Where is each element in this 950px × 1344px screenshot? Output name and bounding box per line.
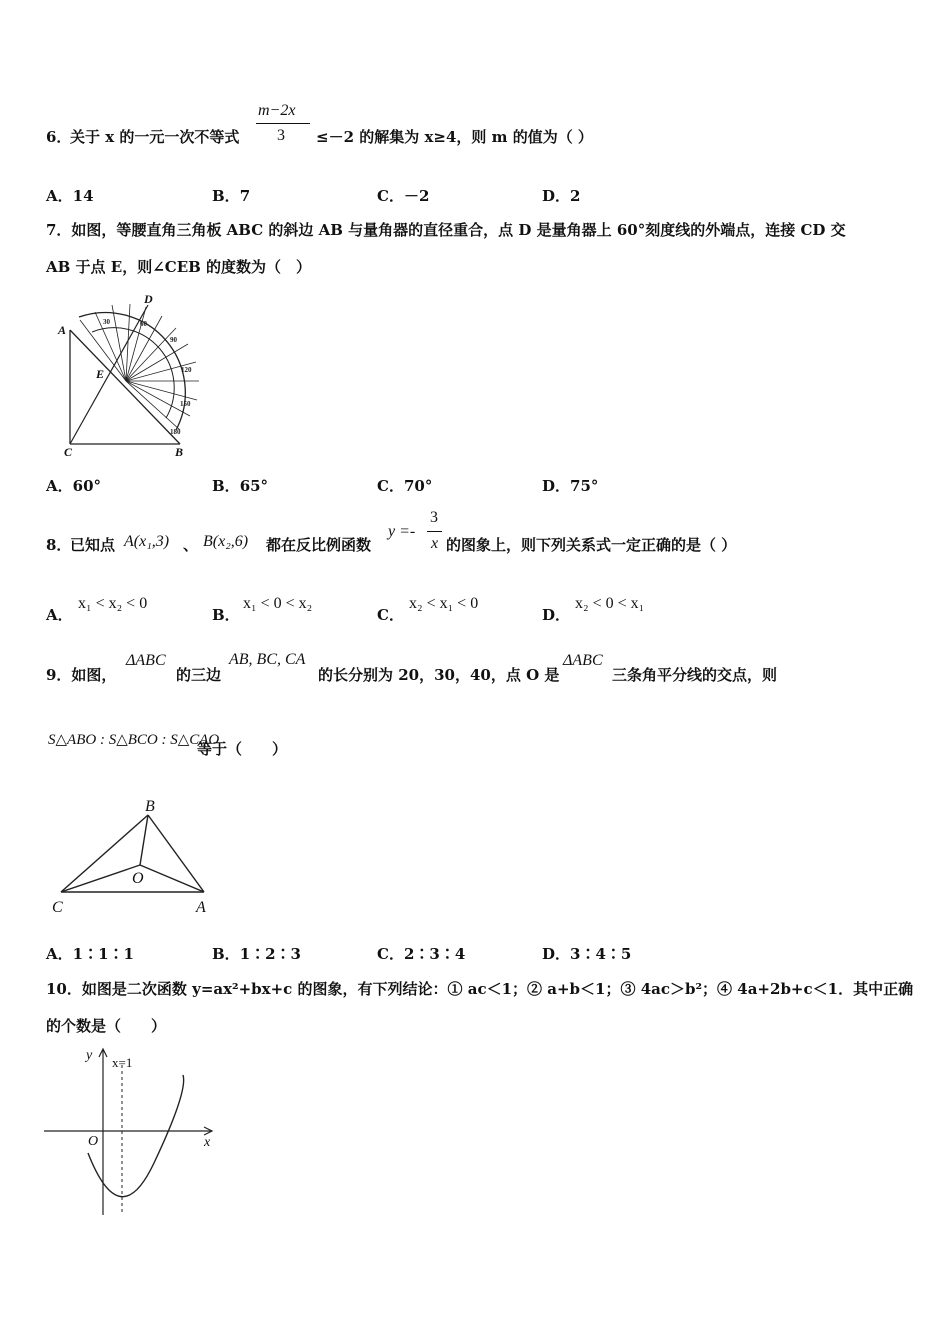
q8-option-c-expr: x₂ < x₁ < 0: [409, 595, 479, 612]
q9-option-c[interactable]: C．2∶3∶4: [377, 945, 466, 963]
q9-text-1: 的三边: [176, 666, 222, 684]
tick-label-90: 90: [170, 336, 177, 344]
segment-bo: [140, 815, 148, 865]
q8-option-a-expr: x₁ < x₂ < 0: [78, 595, 148, 612]
q8-text-post: 的图象上，则下列关系式一定正确的是（ ）: [446, 536, 737, 554]
q6-fraction-bar: [256, 123, 310, 124]
q7-text-line1: 7．如图，等腰直角三角板 ABC 的斜边 AB 与量角器的直径重合，点 D 是量角器上 60°刻度线的外端点，连接 CD 交: [46, 221, 846, 239]
q8-function-fraction-bar: [427, 531, 442, 532]
tick-label-30: 30: [103, 318, 110, 326]
x-equals-1-label: x=1: [112, 1055, 133, 1070]
tick-label-60: 60: [140, 320, 147, 328]
q6-option-a[interactable]: A．14: [46, 187, 94, 205]
q6-option-b[interactable]: B．7: [212, 187, 251, 205]
q6-text-pre: 关于 x 的一元一次不等式: [70, 128, 240, 146]
q9-text-2: 的长分别为 20，30，40，点 O 是: [318, 666, 560, 684]
point-label-a: A: [58, 323, 67, 337]
point-label-d: D: [144, 292, 153, 306]
q10-text-line2: 的个数是（ ）: [46, 1017, 167, 1035]
q7-option-d[interactable]: D．75°: [542, 477, 599, 495]
q6-fraction-numerator: m−2x: [258, 102, 296, 119]
q8-point-b: B(x₂,6): [203, 533, 249, 550]
q8-function-lhs: y =-: [388, 523, 416, 540]
q8-option-a[interactable]: A．: [46, 606, 73, 624]
q9-option-b[interactable]: B．1∶2∶3: [212, 945, 301, 963]
q7-text-line2: AB 于点 E，则∠CEB 的度数为（ ）: [46, 258, 312, 276]
q9-option-d[interactable]: D．3∶4∶5: [542, 945, 632, 963]
q8-text-mid: 都在反比例函数: [266, 536, 372, 554]
x-axis-label: x: [204, 1135, 211, 1150]
point-label-b: B: [175, 445, 184, 459]
q8-option-b-expr: x₁ < 0 < x₂: [243, 595, 313, 612]
q8-text-pre: 已知点: [70, 536, 116, 554]
q9-triangle-1: ΔABC: [126, 652, 166, 669]
q7-protractor-figure: [40, 290, 220, 460]
q6-text-post: ≤－2 的解集为 x≥4，则 m 的值为（ ）: [316, 128, 593, 146]
point-label-c: C: [64, 445, 73, 459]
q9-text-3: 三条角平分线的交点，则: [612, 666, 778, 684]
point-label-o: O: [132, 870, 144, 887]
q6-option-d[interactable]: D．2: [542, 187, 581, 205]
q7-option-a[interactable]: A．60°: [46, 477, 102, 495]
q8-function-numerator: 3: [430, 509, 438, 526]
y-axis-label: y: [86, 1048, 93, 1063]
q10-text-line1: 10．如图是二次函数 y=ax²+bx+c 的图象，有下列结论：① ac＜1；② a+b＜1；③ 4ac＞b²；④ 4a+2b+c＜1．其中正确: [46, 980, 914, 998]
q8-point-a: A(x₁,3): [124, 533, 170, 550]
protractor-inner-arc: [92, 328, 174, 418]
q6-number: 6．: [46, 128, 72, 146]
q10-parabola-figure: [44, 1045, 220, 1217]
q8-separator: 、: [183, 536, 199, 554]
tick-label-150: 150: [180, 400, 191, 408]
q9-area-ratio: S△ABO : S△BCO : S△CAO: [48, 732, 220, 748]
q8-function-denominator: x: [431, 535, 439, 552]
q9-text-4: 等于（ ）: [197, 740, 288, 758]
tick-label-120: 120: [181, 366, 192, 374]
q6-option-c[interactable]: C．－2: [377, 187, 430, 205]
q9-sides: AB, BC, CA: [229, 651, 306, 668]
origin-label: O: [88, 1134, 99, 1149]
point-label-b: B: [145, 798, 155, 815]
q8-option-d[interactable]: D．: [542, 606, 571, 624]
q9-triangle-2: ΔABC: [563, 652, 603, 669]
q7-option-b[interactable]: B．65°: [212, 477, 269, 495]
q9-number: 9．如图，: [46, 666, 117, 684]
q9-option-a[interactable]: A．1∶1∶1: [46, 945, 134, 963]
segment-co: [61, 865, 140, 892]
q8-option-c[interactable]: C．: [377, 606, 404, 624]
point-label-c: C: [52, 899, 63, 916]
q7-option-c[interactable]: C．70°: [377, 477, 433, 495]
point-label-a: A: [196, 899, 206, 916]
point-label-e: E: [96, 367, 105, 381]
q6-fraction-denominator: 3: [277, 127, 285, 144]
q9-triangle-figure: [46, 795, 216, 920]
q8-option-b[interactable]: B．: [212, 606, 240, 624]
q8-option-d-expr: x₂ < 0 < x₁: [575, 595, 645, 612]
parabola-curve: [88, 1075, 184, 1197]
tick-label-180: 180: [170, 428, 181, 436]
q8-number: 8．: [46, 536, 72, 554]
